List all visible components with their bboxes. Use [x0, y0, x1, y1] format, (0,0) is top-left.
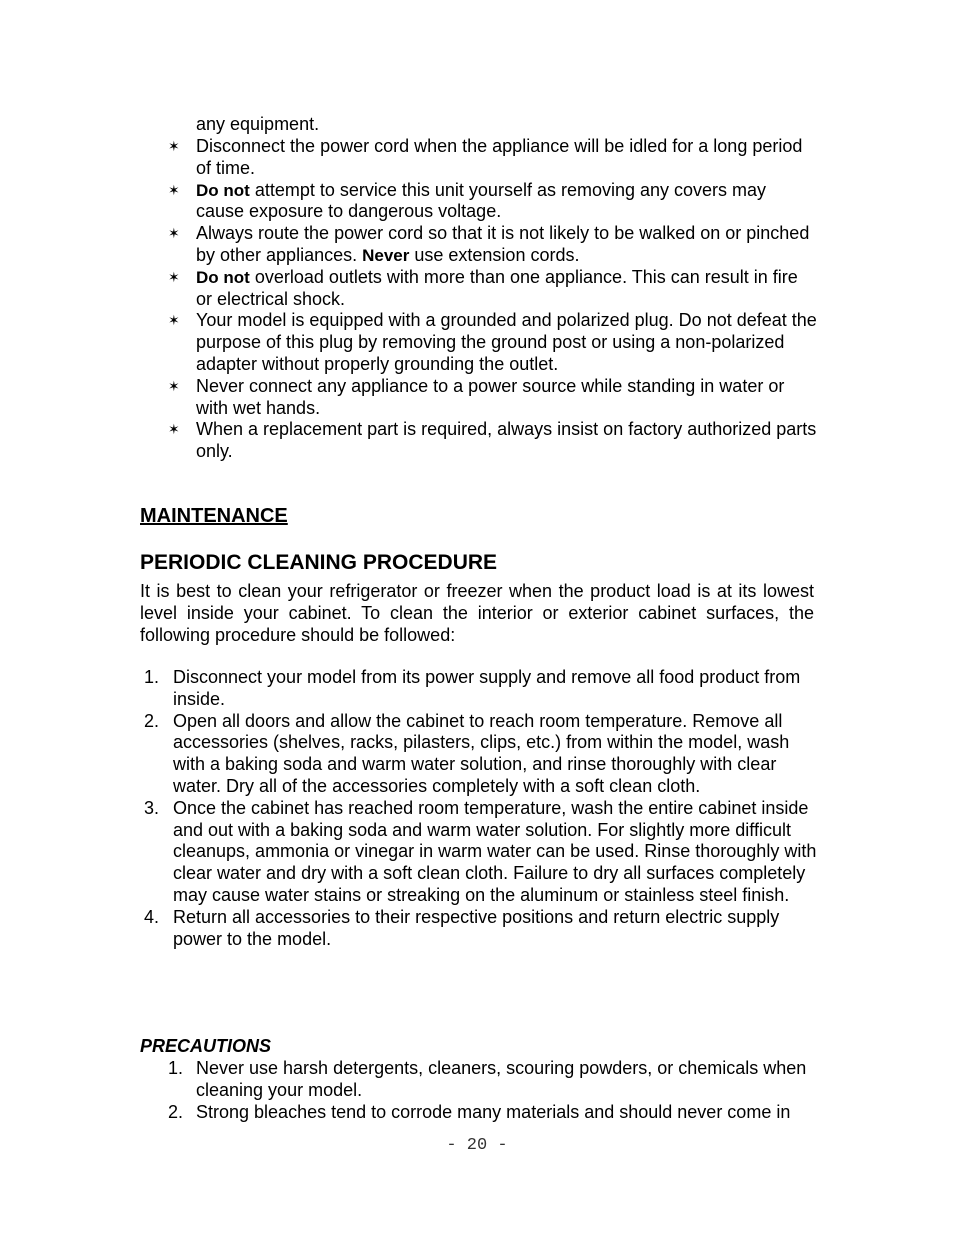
step-item [140, 798, 818, 907]
bullet-item [168, 376, 818, 420]
step-text: Disconnect your model from its power supply and remove all food product from inside. [173, 667, 801, 709]
bullet-item [168, 223, 818, 267]
bullet-text: overload outlets with more than one appliance. This can result in fire or electrical shock. [196, 266, 798, 309]
periodic-cleaning-heading: PERIODIC CLEANING PROCEDURE [140, 551, 498, 574]
star-bullet-icon: ✶ [168, 268, 180, 285]
bullet-text: Your model is equipped with a grounded and polarized plug. Do not defeat the purpose of this plug by removing the ground post or using a non-polarized adapter without properly grounding the outlet. [196, 310, 817, 374]
star-bullet-icon: ✶ [168, 138, 180, 154]
star-bullet-icon: ✶ [168, 181, 180, 198]
bullet-emphasis: Do not [196, 180, 250, 200]
bullet-item [168, 180, 818, 224]
intro-paragraph: It is best to clean your refrigerator or freezer when the product load is at its lowest level inside your cabinet. To clean the interior or exterior cabinet surfaces, the following procedure should be followed: [140, 581, 814, 645]
cleaning-steps-list [140, 667, 818, 950]
precautions-heading: PRECAUTIONS [140, 1036, 272, 1056]
bullet-emphasis: Never [362, 245, 410, 265]
precaution-number: 2. [168, 1101, 184, 1122]
step-text: Return all accessories to their respective positions and return electric supply power to the model. [173, 906, 780, 949]
step-item [140, 907, 818, 951]
step-text: Open all doors and allow the cabinet to reach room temperature. Remove all accessories (shelves, racks, pilasters, clips, etc.) from within the model, wash with a baking soda and warm water solution, and rinse thoroughly with clear water. Dry all of the accessories completely with a soft clean cloth. [173, 710, 790, 796]
bullet-text: Never connect any appliance to a power source while standing in water or with wet hands. [196, 375, 785, 418]
step-item [140, 667, 818, 711]
step-text: Once the cabinet has reached room temperature, wash the entire cabinet inside and out with a baking soda and warm water solution. For slightly more difficult cleanups, ammonia or vinegar in warm water can be used. Rinse thoroughly with clear water and dry with a soft clean cloth. Failure to dry all surfaces completely may cause water stains or streaking on the aluminum or stainless steel finish. [173, 797, 817, 905]
precautions-list [168, 1058, 818, 1123]
precaution-item [168, 1058, 818, 1102]
star-bullet-icon: ✶ [168, 377, 180, 394]
maintenance-heading: MAINTENANCE [140, 505, 288, 527]
bullet-text: use extension cords. [409, 244, 580, 265]
precaution-number: 1. [168, 1058, 184, 1078]
page-number: - 20 - [446, 1136, 508, 1155]
bullet-item [168, 136, 818, 180]
bullet-text: When a replacement part is required, always insist on factory authorized parts only. [196, 419, 817, 462]
star-bullet-icon: ✶ [168, 225, 180, 242]
bullet-text: Always route the power cord so that it is not likely to be walked on or pinched by other appliances. [196, 223, 810, 265]
continuation-text: any equipment. [196, 114, 320, 134]
precaution-text: Never use harsh detergents, cleaners, scouring powders, or chemicals when cleaning your model. [196, 1058, 807, 1100]
step-number: 1. [144, 667, 160, 687]
step-number: 4. [144, 906, 160, 927]
precaution-item [168, 1102, 818, 1124]
bullet-item [168, 419, 818, 463]
bullet-text: Disconnect the power cord when the appliance will be idled for a long period of time. [196, 136, 803, 178]
bullet-item [168, 267, 818, 311]
step-item [140, 711, 818, 798]
star-bullet-icon: ✶ [168, 421, 180, 438]
safety-bullet-list [168, 136, 818, 463]
star-bullet-icon: ✶ [168, 312, 180, 329]
precaution-text: Strong bleaches tend to corrode many materials and should never come in [196, 1101, 791, 1122]
step-number: 2. [144, 710, 160, 731]
bullet-item [168, 310, 818, 375]
bullet-text: attempt to service this unit yourself as removing any covers may cause exposure to dangerous voltage. [196, 179, 767, 222]
step-number: 3. [144, 797, 160, 818]
bullet-emphasis: Do not [196, 267, 250, 287]
